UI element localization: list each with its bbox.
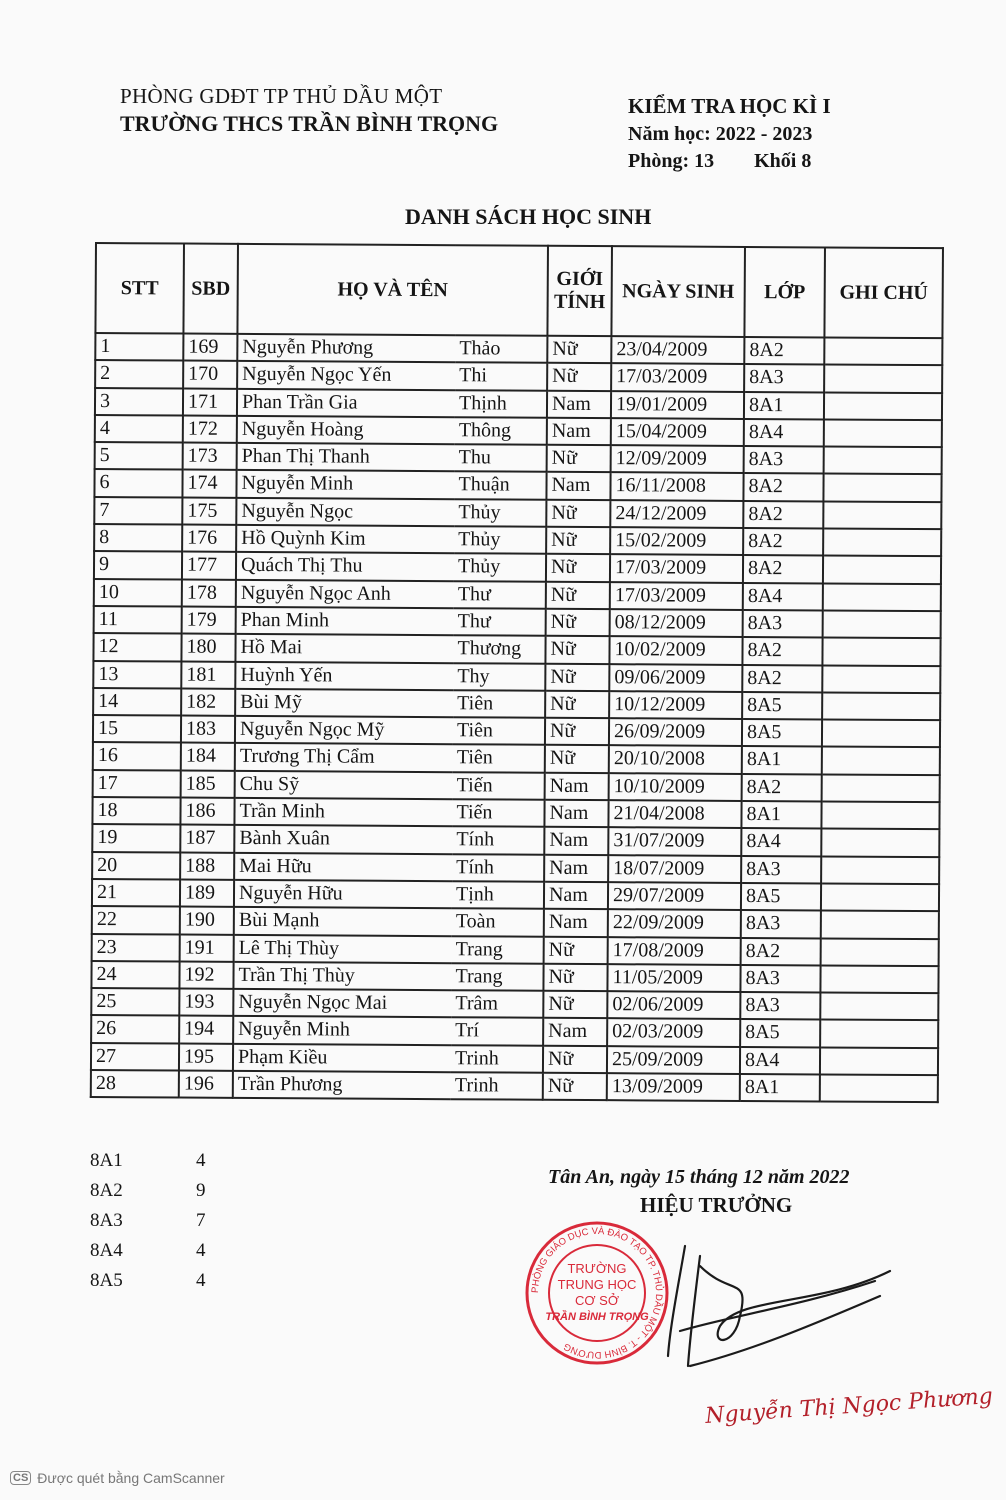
cell-dob: 18/07/2009 <box>608 855 741 883</box>
cell-note <box>821 883 939 911</box>
cell-note <box>823 529 941 557</box>
cell-class: 8A5 <box>742 692 822 720</box>
cell-gender: Nữ <box>543 1045 607 1073</box>
cell-note <box>824 337 942 365</box>
cell-stt: 27 <box>91 1043 179 1071</box>
table-header-row <box>95 243 943 338</box>
cell-sbd: 190 <box>180 907 234 935</box>
cell-given-name: Tính <box>452 827 544 855</box>
camscanner-icon: CS <box>10 1471 31 1485</box>
cell-surname: Nguyễn Phương <box>237 334 455 363</box>
cell-sbd: 186 <box>180 798 234 826</box>
cell-given-name: Trí <box>451 1018 543 1046</box>
cell-dob: 17/03/2009 <box>611 363 744 391</box>
cell-note <box>823 501 941 529</box>
cell-gender: Nữ <box>546 527 610 555</box>
cell-note <box>822 638 940 666</box>
cell-stt: 21 <box>92 879 180 907</box>
seal-school-name: TRẦN BÌNH TRỌNG <box>545 1311 649 1323</box>
cell-dob: 29/07/2009 <box>608 882 741 910</box>
cell-class: 8A4 <box>743 583 823 611</box>
cell-class: 8A4 <box>740 1047 820 1075</box>
cell-gender: Nữ <box>547 336 611 364</box>
cell-given-name: Thủy <box>454 499 546 527</box>
cell-given-name: Tiến <box>452 799 544 827</box>
count-class-name: 8A2 <box>90 1180 123 1201</box>
cell-gender: Nữ <box>547 445 611 473</box>
cell-gender: Nam <box>544 854 608 882</box>
count-value: 4 <box>196 1270 206 1291</box>
cell-surname: Nguyễn Ngọc Anh <box>236 580 454 609</box>
cell-stt: 1 <box>95 333 183 361</box>
cell-surname: Nguyễn Ngọc Yến <box>237 361 455 390</box>
cell-gender: Nữ <box>545 718 609 746</box>
cell-sbd: 196 <box>179 1071 233 1099</box>
cell-note <box>821 911 939 939</box>
count-value: 9 <box>196 1180 206 1201</box>
class-count-summary <box>90 1146 206 1296</box>
cell-sbd: 170 <box>183 361 237 389</box>
cell-gender: Nữ <box>544 936 608 964</box>
cell-class: 8A2 <box>742 665 822 693</box>
exam-title: KIỂM TRA HỌC KÌ I <box>628 94 831 118</box>
cell-stt: 6 <box>94 469 182 497</box>
cell-stt: 4 <box>95 415 183 443</box>
cell-gender: Nam <box>544 909 608 937</box>
principal-title: HIỆU TRƯỞNG <box>640 1193 793 1217</box>
cell-gender: Nữ <box>546 554 610 582</box>
cell-class: 8A2 <box>741 937 821 965</box>
cell-class: 8A1 <box>740 1074 820 1102</box>
cell-sbd: 181 <box>181 661 235 689</box>
cell-gender: Nữ <box>543 991 607 1019</box>
cell-dob: 10/10/2009 <box>609 773 742 801</box>
cell-stt: 9 <box>94 551 182 579</box>
cell-gender: Nữ <box>547 363 611 391</box>
room-grade-line <box>628 150 831 173</box>
col-header-gender <box>547 246 612 336</box>
cell-gender: Nữ <box>546 500 610 528</box>
cell-surname: Bành Xuân <box>234 825 452 854</box>
cell-given-name: Tiên <box>453 690 545 718</box>
col-header-dob: NGÀY SINH <box>611 246 745 337</box>
cell-note <box>820 1020 938 1048</box>
cell-dob: 09/06/2009 <box>609 664 742 692</box>
cell-given-name: Thy <box>453 663 545 691</box>
cell-class: 8A1 <box>741 801 821 829</box>
count-class-name: 8A4 <box>90 1240 123 1261</box>
cell-given-name: Thư <box>454 581 546 609</box>
cell-note <box>823 583 941 611</box>
cell-sbd: 169 <box>183 334 237 362</box>
cell-class: 8A3 <box>741 856 821 884</box>
issuer-block <box>120 84 498 137</box>
cell-given-name: Tiên <box>453 745 545 773</box>
cell-stt: 19 <box>92 824 180 852</box>
cell-stt: 28 <box>91 1070 179 1098</box>
cell-class: 8A4 <box>741 828 821 856</box>
col-header-gender-line2: TÍNH <box>554 290 606 314</box>
cell-note <box>824 447 942 475</box>
cell-dob: 11/05/2009 <box>607 964 740 992</box>
cell-stt: 12 <box>93 633 181 661</box>
cell-sbd: 173 <box>183 443 237 471</box>
cell-given-name: Thu <box>455 444 547 472</box>
cell-dob: 23/04/2009 <box>611 336 744 364</box>
cell-dob: 15/04/2009 <box>611 418 744 446</box>
sign-date: Tân An, ngày 15 tháng 12 năm 2022 <box>548 1166 850 1188</box>
cell-note <box>821 856 939 884</box>
cell-surname: Phan Trần Gia <box>237 388 455 417</box>
scanner-text: Được quét bằng CamScanner <box>37 1470 225 1486</box>
cell-gender: Nam <box>546 472 610 500</box>
cell-given-name: Tiến <box>453 772 545 800</box>
cell-dob: 17/03/2009 <box>610 555 743 583</box>
cell-surname: Nguyễn Hoàng <box>237 416 455 445</box>
cell-gender: Nữ <box>545 663 609 691</box>
count-class-name: 8A5 <box>90 1270 123 1291</box>
cell-gender: Nữ <box>543 1073 607 1101</box>
cell-dob: 24/12/2009 <box>610 500 743 528</box>
cell-sbd: 189 <box>180 879 234 907</box>
cell-class: 8A3 <box>743 610 823 638</box>
cell-class: 8A2 <box>744 337 824 365</box>
cell-note <box>824 392 942 420</box>
seal-ring-text: PHÒNG GIÁO DỤC VÀ ĐÀO TẠO TP. THỦ DẦU MỘT - T. BÌNH DƯƠNG <box>529 1225 665 1361</box>
cell-note <box>823 610 941 638</box>
cell-surname: Mai Hữu <box>234 853 452 882</box>
cell-class: 8A2 <box>742 637 822 665</box>
cell-class: 8A2 <box>743 528 823 556</box>
cell-surname: Nguyễn Minh <box>236 470 454 499</box>
cell-given-name: Trinh <box>451 1045 543 1073</box>
cell-given-name: Thông <box>455 417 547 445</box>
cell-class: 8A3 <box>741 910 821 938</box>
cell-given-name: Thịnh <box>455 390 547 418</box>
cell-surname: Lê Thị Thùy <box>234 934 452 963</box>
cell-stt: 26 <box>91 1015 179 1043</box>
cell-gender: Nữ <box>546 609 610 637</box>
cell-class: 8A5 <box>742 719 822 747</box>
cell-surname: Bùi Mạnh <box>234 907 452 936</box>
cell-gender: Nam <box>543 1018 607 1046</box>
student-table-wrapper <box>90 242 942 1103</box>
cell-dob: 10/12/2009 <box>609 691 742 719</box>
cell-dob: 12/09/2009 <box>611 445 744 473</box>
cell-surname: Trần Minh <box>234 798 452 827</box>
cell-sbd: 194 <box>179 1016 233 1044</box>
cell-dob: 31/07/2009 <box>608 827 741 855</box>
cell-dob: 20/10/2008 <box>609 746 742 774</box>
cell-class: 8A5 <box>740 1019 820 1047</box>
table-row <box>91 1070 938 1102</box>
cell-sbd: 187 <box>180 825 234 853</box>
cell-sbd: 192 <box>179 961 233 989</box>
cell-dob: 15/02/2009 <box>610 527 743 555</box>
cell-dob: 13/09/2009 <box>607 1073 740 1101</box>
cell-dob: 17/03/2009 <box>610 582 743 610</box>
cell-dob: 17/08/2009 <box>608 937 741 965</box>
cell-surname: Phan Thị Thanh <box>237 443 455 472</box>
cell-stt: 8 <box>94 524 182 552</box>
class-count-row <box>90 1206 206 1236</box>
cell-class: 8A1 <box>744 392 824 420</box>
cell-class: 8A2 <box>743 501 823 529</box>
count-value: 7 <box>196 1210 206 1231</box>
cell-sbd: 191 <box>180 934 234 962</box>
cell-note <box>823 474 941 502</box>
cell-surname: Huỳnh Yến <box>235 661 453 690</box>
seal-line-2: TRUNG HỌC <box>557 1277 637 1292</box>
cell-stt: 13 <box>93 661 181 689</box>
cell-dob: 26/09/2009 <box>609 718 742 746</box>
cell-sbd: 175 <box>182 497 236 525</box>
department-name: PHÒNG GDĐT TP THỦ DẦU MỘT <box>120 84 443 108</box>
cell-gender: Nữ <box>545 691 609 719</box>
cell-stt: 20 <box>92 852 180 880</box>
cell-dob: 02/03/2009 <box>607 1019 740 1047</box>
signature-block <box>548 1166 850 1218</box>
cell-given-name: Tịnh <box>452 881 544 909</box>
cell-sbd: 174 <box>182 470 236 498</box>
col-header-sbd: SBD <box>183 244 238 334</box>
cell-stt: 23 <box>92 934 180 962</box>
cell-stt: 11 <box>94 606 182 634</box>
cell-dob: 22/09/2009 <box>608 909 741 937</box>
seal-line-3: CƠ SỞ <box>575 1293 619 1308</box>
cell-given-name: Toàn <box>452 908 544 936</box>
cell-surname: Nguyễn Minh <box>233 1016 451 1045</box>
cell-sbd: 177 <box>182 552 236 580</box>
list-title: DANH SÁCH HỌC SINH <box>405 204 652 229</box>
cell-dob: 10/02/2009 <box>609 636 742 664</box>
class-count-row <box>90 1236 206 1266</box>
cell-stt: 3 <box>95 388 183 416</box>
cell-surname: Bùi Mỹ <box>235 689 453 718</box>
cell-sbd: 176 <box>182 525 236 553</box>
cell-dob: 25/09/2009 <box>607 1046 740 1074</box>
cell-sbd: 183 <box>181 716 235 744</box>
cell-class: 8A1 <box>742 746 822 774</box>
cell-dob: 19/01/2009 <box>611 391 744 419</box>
cell-given-name: Thủy <box>454 526 546 554</box>
cell-sbd: 182 <box>181 688 235 716</box>
room-number: Phòng: 13 <box>628 150 715 172</box>
cell-gender: Nam <box>547 390 611 418</box>
school-year: Năm học: 2022 - 2023 <box>628 123 813 145</box>
cell-given-name: Thư <box>454 608 546 636</box>
cell-sbd: 193 <box>179 989 233 1017</box>
cell-gender: Nữ <box>543 964 607 992</box>
cell-note <box>823 556 941 584</box>
cell-given-name: Thi <box>455 362 547 390</box>
signature-scribble <box>640 1236 910 1376</box>
cell-surname: Nguyễn Hữu <box>234 880 452 909</box>
cell-surname: Nguyễn Ngọc Mai <box>233 989 451 1018</box>
class-count-row <box>90 1146 206 1176</box>
cell-sbd: 184 <box>181 743 235 771</box>
cell-note <box>822 747 940 775</box>
cell-stt: 24 <box>91 961 179 989</box>
cell-stt: 18 <box>92 797 180 825</box>
cell-class: 8A3 <box>740 965 820 993</box>
cell-gender: Nam <box>545 773 609 801</box>
col-header-stt: STT <box>95 243 184 334</box>
cell-class: 8A5 <box>741 883 821 911</box>
cell-sbd: 178 <box>182 579 236 607</box>
cell-gender: Nữ <box>545 636 609 664</box>
cell-surname: Phạm Kiều <box>233 1044 451 1073</box>
cell-note <box>821 829 939 857</box>
cell-dob: 02/06/2009 <box>607 991 740 1019</box>
cell-given-name: Tiên <box>453 717 545 745</box>
cell-class: 8A3 <box>744 446 824 474</box>
cell-dob: 16/11/2008 <box>610 473 743 501</box>
grade-level: Khối 8 <box>754 150 812 172</box>
cell-class: 8A2 <box>742 774 822 802</box>
cell-surname: Trần Phương <box>233 1071 451 1100</box>
seal-line-1: TRƯỜNG <box>567 1261 627 1276</box>
principal-name: Nguyễn Thị Ngọc Phương <box>704 1383 994 1430</box>
cell-note <box>820 1074 938 1102</box>
cell-note <box>820 1047 938 1075</box>
cell-note <box>822 720 940 748</box>
cell-given-name: Trinh <box>451 1072 543 1100</box>
cell-surname: Nguyễn Ngọc <box>236 498 454 527</box>
cell-note <box>824 419 942 447</box>
cell-given-name: Thuận <box>454 472 546 500</box>
cell-surname: Chu Sỹ <box>235 771 453 800</box>
cell-gender: Nữ <box>546 581 610 609</box>
cell-given-name: Tính <box>452 854 544 882</box>
cell-dob: 21/04/2008 <box>608 800 741 828</box>
col-header-gender-line1: GIỚI <box>556 267 604 291</box>
cell-dob: 08/12/2009 <box>610 609 743 637</box>
cell-surname: Trương Thị Cẩm <box>235 743 453 772</box>
cell-stt: 14 <box>93 688 181 716</box>
cell-surname: Nguyễn Ngọc Mỹ <box>235 716 453 745</box>
cell-surname: Phan Minh <box>236 607 454 636</box>
cell-surname: Quách Thị Thu <box>236 552 454 581</box>
cell-stt: 7 <box>94 497 182 525</box>
cell-surname: Hồ Mai <box>235 634 453 663</box>
cell-stt: 15 <box>93 715 181 743</box>
cell-given-name: Thủy <box>454 554 546 582</box>
cell-class: 8A2 <box>743 555 823 583</box>
count-value: 4 <box>196 1240 206 1261</box>
class-count-row <box>90 1176 206 1206</box>
cell-sbd: 185 <box>181 770 235 798</box>
cell-stt: 16 <box>93 742 181 770</box>
cell-note <box>821 801 939 829</box>
cell-sbd: 195 <box>179 1043 233 1071</box>
cell-note <box>820 965 938 993</box>
table-body <box>91 333 943 1102</box>
exam-info-block <box>628 94 831 173</box>
count-value: 4 <box>196 1150 206 1171</box>
count-class-name: 8A3 <box>90 1210 123 1231</box>
cell-stt: 22 <box>92 906 180 934</box>
cell-stt: 25 <box>91 988 179 1016</box>
cell-gender: Nam <box>547 418 611 446</box>
col-header-class: LỚP <box>744 247 825 337</box>
cell-note <box>822 692 940 720</box>
cell-gender: Nữ <box>545 745 609 773</box>
cell-class: 8A2 <box>743 473 823 501</box>
cell-stt: 10 <box>94 579 182 607</box>
col-header-note: GHI CHÚ <box>824 247 943 338</box>
cell-class: 8A3 <box>740 992 820 1020</box>
cell-gender: Nam <box>544 882 608 910</box>
cell-note <box>821 938 939 966</box>
cell-gender: Nam <box>544 800 608 828</box>
school-name: TRƯỜNG THCS TRẦN BÌNH TRỌNG <box>120 111 499 136</box>
cell-note <box>822 665 940 693</box>
count-class-name: 8A1 <box>90 1150 123 1171</box>
cell-gender: Nam <box>544 827 608 855</box>
cell-sbd: 180 <box>181 634 235 662</box>
scanner-watermark <box>10 1470 225 1486</box>
cell-note <box>824 365 942 393</box>
cell-sbd: 171 <box>183 388 237 416</box>
student-table <box>90 242 944 1103</box>
cell-class: 8A4 <box>744 419 824 447</box>
cell-stt: 2 <box>95 360 183 388</box>
class-count-row <box>90 1266 206 1296</box>
cell-given-name: Trang <box>452 936 544 964</box>
cell-given-name: Trang <box>451 963 543 991</box>
cell-surname: Hồ Quỳnh Kim <box>236 525 454 554</box>
cell-surname: Trần Thị Thùy <box>233 962 451 991</box>
cell-given-name: Thảo <box>455 335 547 363</box>
cell-stt: 5 <box>95 442 183 470</box>
cell-given-name: Thương <box>453 635 545 663</box>
cell-sbd: 188 <box>180 852 234 880</box>
cell-given-name: Trâm <box>451 990 543 1018</box>
cell-note <box>822 774 940 802</box>
col-header-name: HỌ VÀ TÊN <box>237 244 548 336</box>
cell-stt: 17 <box>93 770 181 798</box>
cell-sbd: 172 <box>183 415 237 443</box>
cell-note <box>820 993 938 1021</box>
cell-class: 8A3 <box>744 364 824 392</box>
cell-sbd: 179 <box>182 607 236 635</box>
